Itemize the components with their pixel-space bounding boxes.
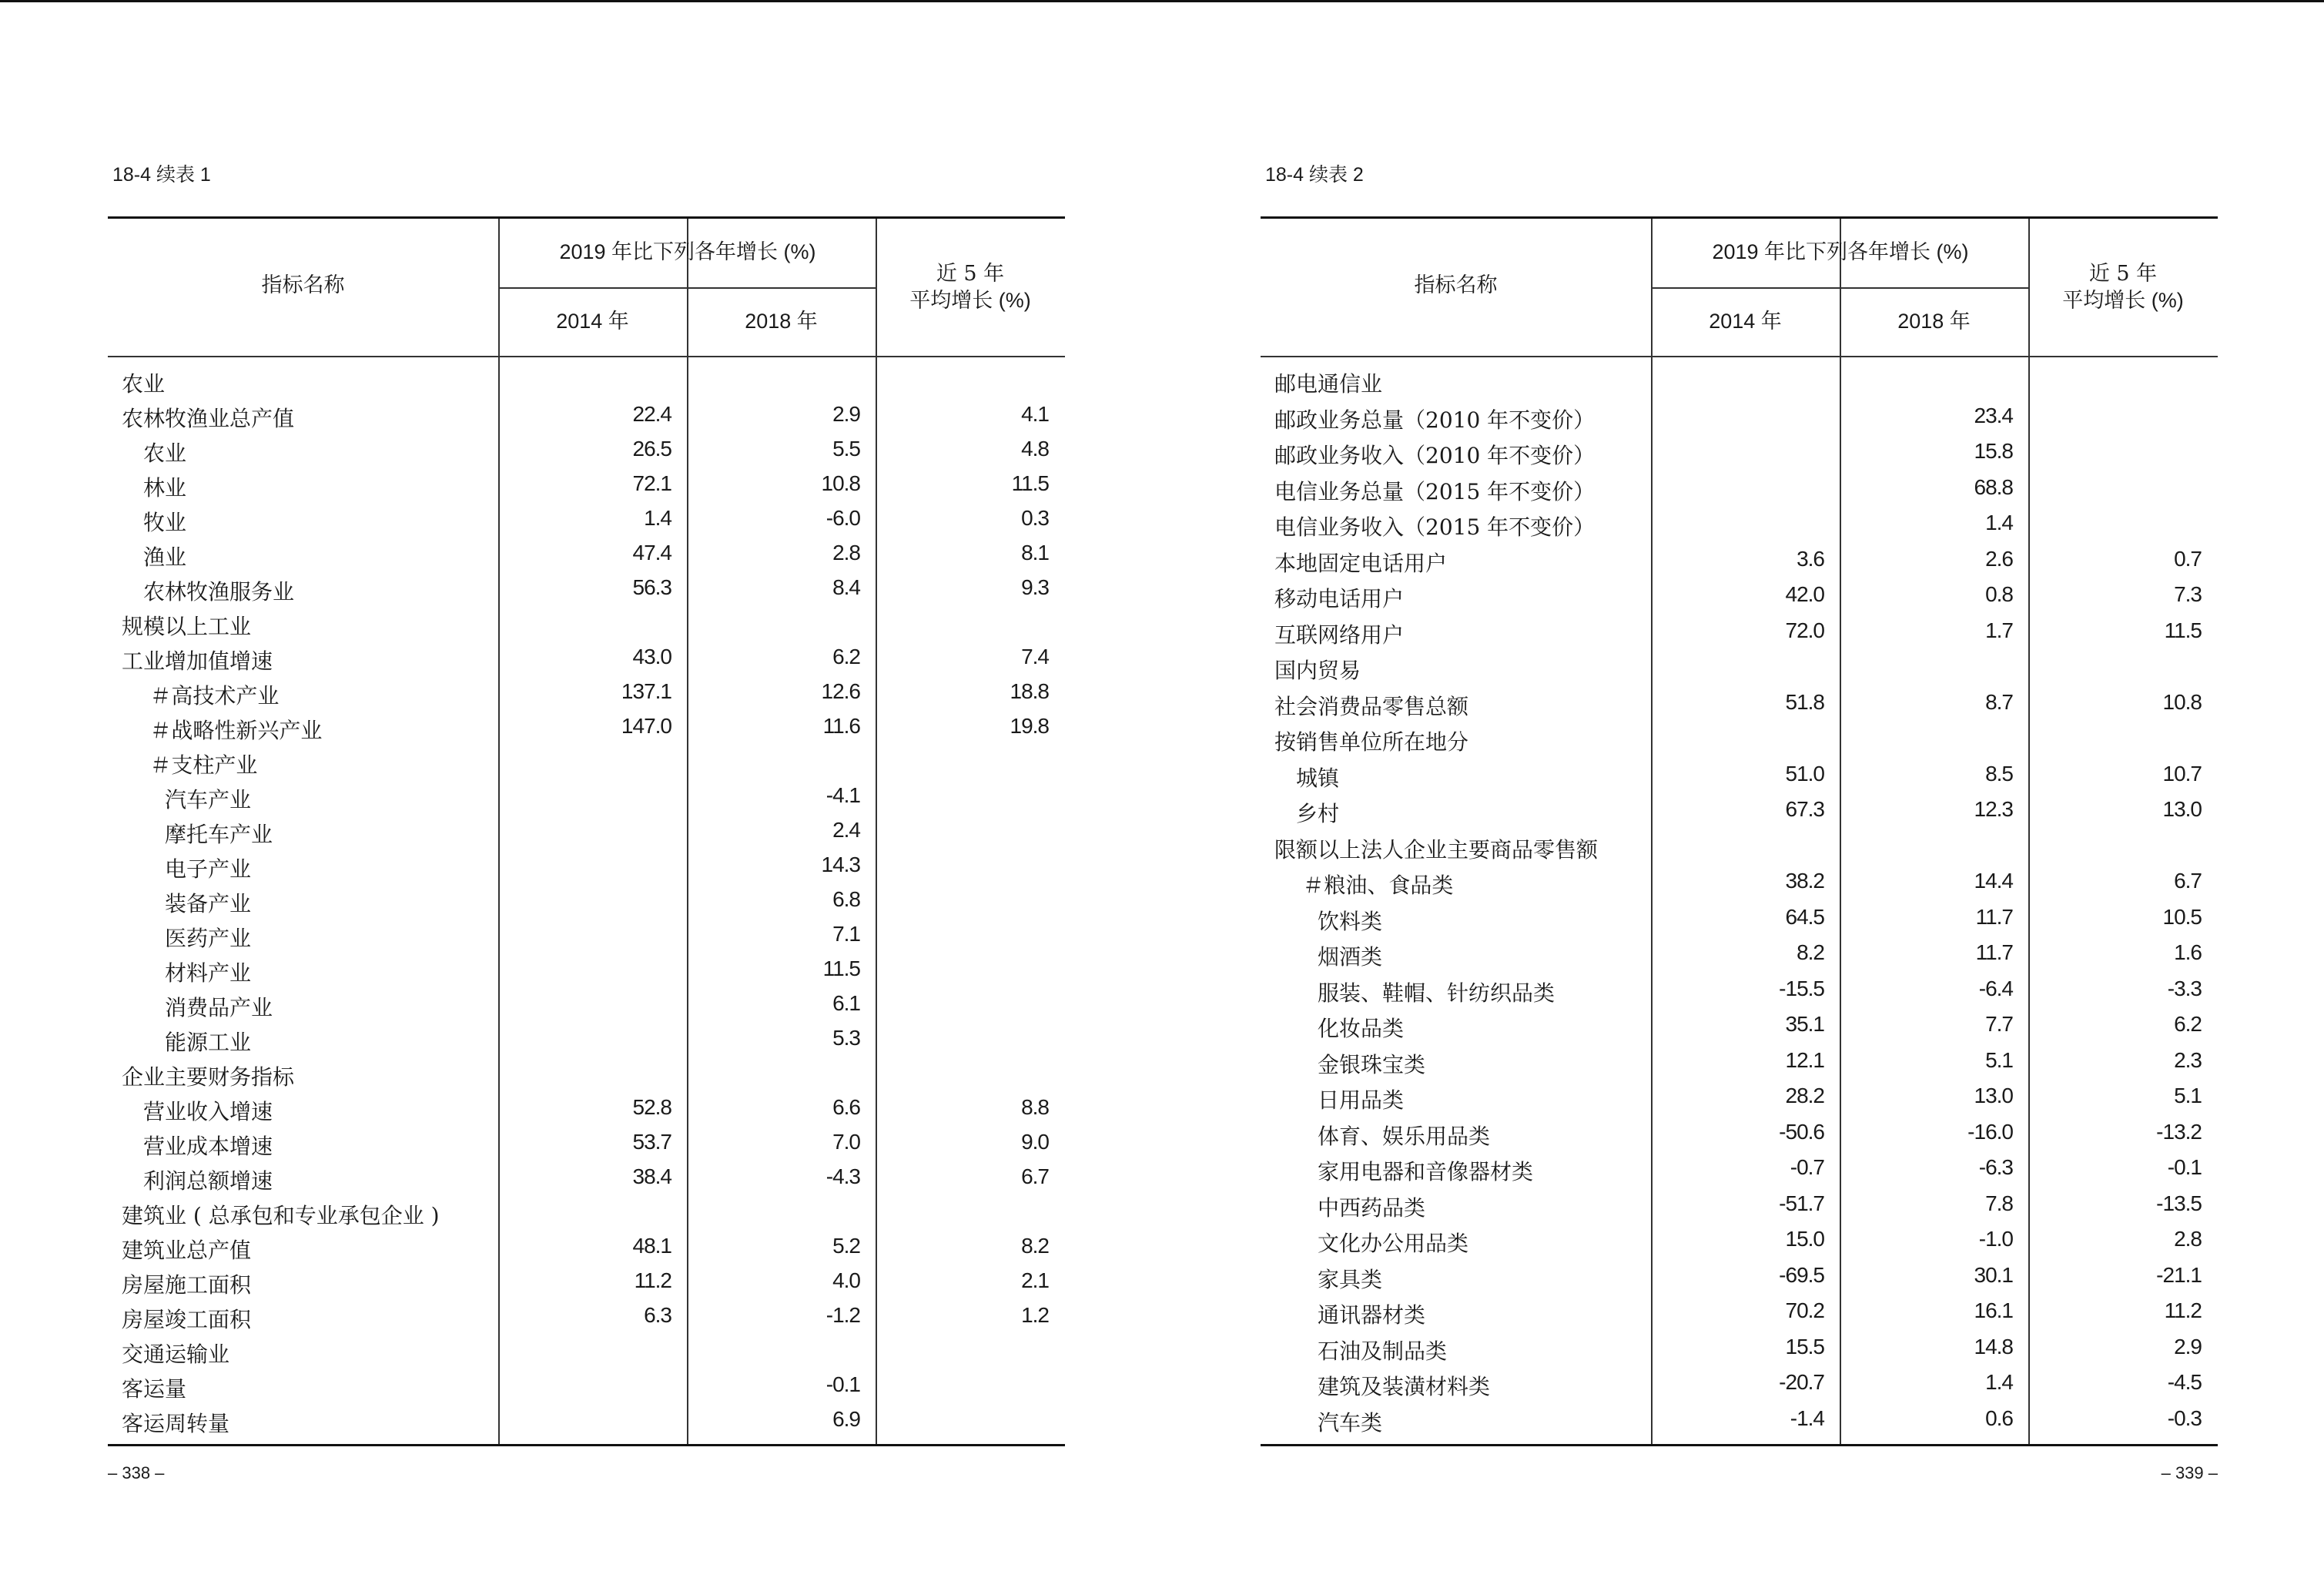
table-row: [108, 1160, 1065, 1194]
row-value-avg: 11.5: [2164, 618, 2202, 642]
row-indicator-name: 限额以上法人企业主要商品零售额: [1274, 836, 1599, 863]
row-value-2014: 72.1: [632, 471, 671, 495]
row-value-avg: 2.8: [2174, 1227, 2202, 1251]
row-value-2018: 12.6: [821, 679, 860, 703]
row-value-avg: 19.8: [1010, 714, 1049, 738]
row-value-avg: 13.0: [2162, 797, 2202, 821]
row-indicator-name: 企业主要财务指标: [122, 1064, 295, 1090]
row-indicator-name: 金银珠宝类: [1318, 1051, 1426, 1077]
row-value-avg: -21.1: [2156, 1262, 2202, 1287]
table-row: [1261, 1044, 2218, 1078]
row-indicator-name: 石油及制品类: [1318, 1338, 1448, 1364]
table-row: [1261, 1007, 2218, 1042]
row-value-avg: 4.1: [1021, 402, 1049, 426]
row-indicator-name: 农林牧渔业总产值: [122, 406, 295, 431]
row-indicator-name: 材料产业: [165, 960, 252, 986]
row-value-2018: 12.3: [1974, 797, 2013, 821]
row-value-avg: 9.0: [1021, 1130, 1049, 1154]
row-value-2014: 3.6: [1797, 546, 1824, 571]
row-value-avg: 5.1: [2174, 1084, 2202, 1107]
row-value-2018: 2.8: [832, 541, 860, 565]
row-indicator-name: 本地固定电话用户: [1274, 550, 1448, 576]
row-value-2014: -50.6: [1779, 1119, 1824, 1144]
table-row: [108, 1125, 1065, 1160]
row-indicator-name: 乡村: [1296, 801, 1340, 826]
table-row: [1261, 1365, 2218, 1400]
row-value-2018: 14.8: [1974, 1334, 2013, 1359]
row-indicator-name: 家用电器和音像器材类: [1318, 1159, 1534, 1184]
row-indicator-name: 装备产业: [165, 891, 252, 916]
row-value-2018: -6.3: [1978, 1155, 2013, 1179]
table-row: [1261, 972, 2218, 1007]
row-indicator-name: 营业成本增速: [143, 1134, 273, 1159]
table-row: [1261, 864, 2218, 899]
row-indicator-name: 汽车类: [1318, 1409, 1383, 1436]
row-value-avg: 6.7: [1021, 1164, 1049, 1188]
row-value-avg: 0.3: [1021, 506, 1049, 530]
table-row: [1261, 1330, 2218, 1365]
table-row: [108, 467, 1065, 501]
row-value-2018: 4.0: [832, 1268, 860, 1292]
row-value-avg: 4.8: [1021, 437, 1049, 461]
row-indicator-name: 文化办公用品类: [1318, 1231, 1469, 1256]
row-value-2018: 6.9: [832, 1407, 860, 1431]
row-value-2014: 38.4: [632, 1164, 671, 1188]
header-indicator-name: 指标名称: [261, 273, 345, 297]
row-indicator-name: 邮电通信业: [1274, 371, 1383, 397]
header-avg-line1: 近 5 年: [936, 262, 1005, 286]
page-number: – 338 –: [108, 1463, 165, 1482]
row-value-2018: 8.5: [1985, 761, 2013, 786]
row-indicator-name: 移动电话用户: [1274, 586, 1405, 611]
table-row: [108, 1056, 1065, 1090]
row-value-2014: 12.1: [1785, 1047, 1824, 1072]
row-value-2018: 2.6: [1985, 546, 2013, 571]
row-value-2018: 11.6: [822, 714, 860, 738]
row-value-2018: 1.4: [1985, 1370, 2013, 1394]
table-row: [108, 917, 1065, 952]
row-indicator-name: 电子产业: [165, 856, 252, 882]
page-number: – 339 –: [2161, 1463, 2218, 1482]
table-row: [1261, 363, 2218, 397]
table-row: [108, 536, 1065, 571]
row-value-2018: 14.4: [1974, 869, 2013, 893]
table-row: [108, 1368, 1065, 1402]
row-value-2018: 10.8: [821, 471, 860, 495]
row-value-2014: 47.4: [632, 541, 671, 565]
table-row: [108, 1402, 1065, 1437]
row-value-2014: 28.2: [1785, 1084, 1824, 1107]
row-value-2018: -1.2: [825, 1303, 860, 1327]
row-value-2018: 1.7: [1985, 618, 2013, 642]
row-value-2014: 35.1: [1785, 1012, 1824, 1036]
table-row: [108, 363, 1065, 397]
table-row: [1261, 900, 2218, 935]
row-indicator-name: 牧业: [143, 510, 187, 535]
row-value-avg: -3.3: [2167, 976, 2202, 1000]
header-group-rule: [1651, 287, 2030, 289]
table-row: [1261, 506, 2218, 541]
row-indicator-name: 交通运输业: [122, 1342, 230, 1367]
row-value-2018: 5.1: [1985, 1047, 2013, 1072]
row-value-2018: 7.7: [1985, 1012, 2013, 1036]
table-row: [1261, 757, 2218, 792]
row-value-avg: -0.3: [2167, 1405, 2202, 1430]
row-value-2014: 147.0: [621, 714, 671, 738]
row-value-2018: -0.1: [825, 1372, 860, 1396]
row-indicator-name: 烟酒类: [1318, 944, 1383, 970]
table-row: [1261, 685, 2218, 720]
row-indicator-name: 工业增加值增速: [122, 648, 273, 674]
table-row: [108, 1090, 1065, 1125]
row-value-avg: -13.5: [2156, 1191, 2202, 1215]
row-indicator-name: 农业: [143, 441, 187, 466]
row-indicator-name: 服装、鞋帽、针纺织品类: [1318, 980, 1555, 1006]
table-row: [1261, 578, 2218, 612]
row-value-2018: 11.7: [1975, 904, 2013, 929]
row-indicator-name: 客运量: [122, 1376, 187, 1402]
row-value-2018: 5.2: [832, 1234, 860, 1258]
row-indicator-name: ＃高技术产业: [149, 683, 280, 709]
table-row: [108, 1298, 1065, 1333]
row-value-2014: -69.5: [1779, 1262, 1824, 1287]
row-indicator-name: 邮政业务收入（2010 年不变价）: [1274, 443, 1596, 468]
row-value-avg: -13.2: [2156, 1119, 2202, 1144]
row-indicator-name: 房屋施工面积: [122, 1272, 252, 1298]
row-value-2014: 51.0: [1785, 761, 1824, 786]
row-indicator-name: 建筑业总产值: [122, 1238, 252, 1263]
row-value-2014: -20.7: [1779, 1370, 1824, 1394]
row-value-avg: 0.7: [2174, 546, 2202, 571]
table-caption: 18-4 续表 1: [112, 164, 211, 186]
row-value-2018: -1.0: [1978, 1227, 2013, 1251]
row-value-avg: 6.2: [2174, 1012, 2202, 1036]
row-value-avg: 1.6: [2174, 940, 2202, 964]
row-value-2018: 2.4: [832, 818, 860, 842]
row-indicator-name: 农业: [122, 371, 166, 397]
row-indicator-name: 城镇: [1296, 765, 1340, 791]
row-value-2014: 64.5: [1785, 904, 1824, 929]
row-indicator-name: 中西药品类: [1318, 1194, 1426, 1221]
row-value-2014: 51.8: [1785, 689, 1824, 714]
row-indicator-name: 房屋竣工面积: [122, 1307, 252, 1332]
header-avg-line1: 近 5 年: [2088, 262, 2158, 286]
row-value-2018: 5.3: [832, 1026, 860, 1050]
row-value-avg: 1.2: [1021, 1303, 1049, 1327]
row-value-2014: -51.7: [1779, 1191, 1824, 1215]
row-value-avg: 2.1: [1021, 1268, 1049, 1292]
row-value-2014: 6.3: [644, 1303, 671, 1327]
table-row: [108, 744, 1065, 779]
row-value-2018: 7.0: [832, 1130, 860, 1154]
row-value-2014: 52.8: [632, 1095, 671, 1119]
table-row: [1261, 936, 2218, 970]
table-row: [108, 1264, 1065, 1298]
table-row: [108, 432, 1065, 467]
row-value-2018: 11.5: [822, 956, 860, 980]
row-value-avg: -4.5: [2167, 1370, 2202, 1394]
table-row: [1261, 721, 2218, 755]
row-indicator-name: 建筑及装潢材料类: [1318, 1374, 1491, 1399]
row-value-avg: 2.9: [2174, 1334, 2202, 1359]
row-value-2014: 15.0: [1785, 1227, 1824, 1251]
table-row: [108, 501, 1065, 536]
row-indicator-name: 医药产业: [165, 926, 252, 951]
row-value-2018: 6.1: [832, 991, 860, 1015]
table-row: [1261, 1258, 2218, 1293]
row-value-2018: 15.8: [1974, 439, 2013, 463]
table-row: [108, 397, 1065, 432]
row-indicator-name: ＃支柱产业: [149, 752, 258, 778]
row-value-2014: 38.2: [1785, 869, 1824, 893]
row-value-2014: 8.2: [1797, 940, 1824, 964]
row-value-2018: -6.0: [825, 506, 860, 530]
row-indicator-name: ＃战略性新兴产业: [149, 718, 323, 743]
row-value-avg: 2.3: [2174, 1047, 2202, 1072]
table-row: [108, 640, 1065, 675]
row-indicator-name: 体育、娱乐用品类: [1318, 1123, 1491, 1149]
row-value-avg: 18.8: [1010, 679, 1049, 703]
table-row: [108, 883, 1065, 917]
table-row: [108, 848, 1065, 883]
row-indicator-name: 日用品类: [1318, 1087, 1405, 1113]
row-value-avg: 7.4: [1021, 645, 1049, 668]
right-page: [1261, 0, 2218, 1588]
row-indicator-name: 汽车产业: [165, 787, 252, 812]
table-row: [1261, 792, 2218, 827]
row-value-2018: -4.3: [825, 1164, 860, 1188]
table-row: [1261, 471, 2218, 505]
table-row: [1261, 399, 2218, 434]
table-row: [1261, 829, 2218, 863]
row-value-avg: 10.5: [2162, 904, 2202, 929]
row-value-2014: 48.1: [632, 1234, 671, 1258]
row-value-2018: 6.6: [832, 1095, 860, 1119]
row-value-2014: 72.0: [1785, 618, 1824, 642]
header-bottom-rule: [108, 356, 1065, 357]
row-value-avg: 10.7: [2162, 761, 2202, 786]
row-value-2018: 0.6: [1985, 1405, 2013, 1430]
row-value-2018: 1.4: [1985, 511, 2013, 534]
row-value-2014: 67.3: [1785, 797, 1824, 821]
table-row: [108, 675, 1065, 709]
row-value-2018: -16.0: [1967, 1119, 2013, 1144]
row-value-2014: -0.7: [1790, 1155, 1824, 1179]
table-row: [1261, 1222, 2218, 1257]
row-indicator-name: 饮料类: [1318, 908, 1383, 934]
row-value-avg: 6.7: [2174, 869, 2202, 893]
table-row: [1261, 1402, 2218, 1436]
table-row: [108, 1021, 1065, 1056]
table-row: [1261, 614, 2218, 648]
table-row: [108, 1194, 1065, 1229]
row-value-avg: 10.8: [2162, 689, 2202, 714]
header-group-rule: [498, 287, 877, 289]
row-value-2018: 6.8: [832, 887, 860, 911]
table-row: [108, 952, 1065, 987]
row-indicator-name: 消费品产业: [165, 995, 273, 1020]
row-value-2014: 53.7: [632, 1130, 671, 1154]
header-col-2014: 2014 年: [1709, 310, 1782, 333]
row-value-2018: 7.8: [1985, 1191, 2013, 1215]
table-row: [1261, 649, 2218, 684]
row-indicator-name: 邮政业务总量（2010 年不变价）: [1274, 407, 1596, 433]
row-value-2014: -1.4: [1790, 1405, 1824, 1430]
data-table: [1261, 216, 2218, 1446]
data-table: [108, 216, 1065, 1446]
table-row: [1261, 1294, 2218, 1328]
row-value-2014: 11.2: [634, 1268, 671, 1292]
row-value-avg: 8.1: [1021, 541, 1049, 565]
header-bottom-rule: [1261, 356, 2218, 357]
row-value-2014: 42.0: [1785, 582, 1824, 606]
table-row: [1261, 1079, 2218, 1114]
row-indicator-name: 林业: [143, 475, 187, 501]
row-value-2014: 15.5: [1785, 1334, 1824, 1359]
row-value-2018: 0.8: [1985, 582, 2013, 606]
row-value-2014: 70.2: [1785, 1298, 1824, 1322]
row-indicator-name: 客运周转量: [122, 1411, 230, 1436]
row-value-2018: 5.5: [832, 437, 860, 461]
table-row: [108, 605, 1065, 640]
row-indicator-name: 电信业务收入（2015 年不变价）: [1274, 514, 1596, 540]
row-indicator-name: ＃粮油、食品类: [1302, 873, 1454, 898]
table-row: [108, 813, 1065, 848]
row-indicator-name: 通讯器材类: [1318, 1302, 1426, 1328]
row-value-avg: 9.3: [1021, 575, 1049, 599]
row-value-2014: 26.5: [632, 437, 671, 461]
table-row: [1261, 1115, 2218, 1150]
row-value-2018: -4.1: [825, 783, 860, 807]
row-indicator-name: 渔业: [143, 544, 187, 570]
row-value-2018: 7.1: [832, 922, 860, 946]
header-col-2014: 2014 年: [556, 310, 629, 333]
row-indicator-name: 建筑业 ( 总承包和专业承包企业 ): [122, 1203, 440, 1228]
row-value-2014: 1.4: [644, 506, 671, 530]
row-indicator-name: 互联网络用户: [1274, 621, 1405, 648]
row-indicator-name: 电信业务总量（2015 年不变价）: [1274, 478, 1596, 504]
row-value-2014: 56.3: [632, 575, 671, 599]
table-row: [108, 1229, 1065, 1264]
row-value-avg: 8.8: [1021, 1095, 1049, 1119]
header-growth-group: 2019 年比下列各年增长 (%): [559, 240, 816, 263]
row-indicator-name: 化妆品类: [1318, 1016, 1405, 1041]
row-value-avg: 11.2: [2164, 1298, 2202, 1322]
row-value-2018: 30.1: [1974, 1262, 2013, 1287]
header-avg-line2: 平均增长 (%): [2062, 289, 2184, 312]
row-value-2014: -15.5: [1779, 976, 1824, 1000]
row-value-2018: 11.7: [1975, 940, 2013, 964]
row-value-2014: 137.1: [621, 679, 671, 703]
table-row: [1261, 542, 2218, 577]
table-row: [108, 987, 1065, 1021]
table-row: [108, 709, 1065, 744]
table-row: [108, 779, 1065, 813]
row-indicator-name: 利润总额增速: [143, 1168, 273, 1194]
header-col-2018: 2018 年: [1897, 310, 1971, 333]
row-indicator-name: 社会消费品零售总额: [1274, 693, 1469, 719]
header-growth-group: 2019 年比下列各年增长 (%): [1712, 240, 1969, 263]
row-value-2018: 8.4: [832, 575, 860, 599]
row-value-2018: 16.1: [1974, 1298, 2013, 1322]
row-value-2018: 8.7: [1985, 689, 2013, 714]
row-value-2018: 23.4: [1974, 403, 2013, 427]
table-row: [1261, 434, 2218, 469]
table-row: [1261, 1151, 2218, 1185]
row-value-2018: 13.0: [1974, 1084, 2013, 1107]
left-page: [108, 0, 1065, 1588]
row-value-2018: 2.9: [832, 402, 860, 426]
row-indicator-name: 营业收入增速: [143, 1099, 273, 1124]
table-caption: 18-4 续表 2: [1265, 164, 1364, 186]
table-row: [108, 1333, 1065, 1368]
row-value-2018: 14.3: [821, 853, 860, 876]
row-value-avg: 11.5: [1011, 471, 1049, 495]
row-indicator-name: 能源工业: [165, 1030, 252, 1055]
row-indicator-name: 规模以上工业: [122, 614, 252, 639]
table-row: [108, 571, 1065, 605]
row-indicator-name: 摩托车产业: [165, 822, 273, 847]
row-value-2014: 43.0: [632, 645, 671, 668]
row-value-avg: 7.3: [2174, 582, 2202, 606]
row-value-2014: 22.4: [632, 402, 671, 426]
row-value-avg: -0.1: [2167, 1155, 2202, 1179]
row-indicator-name: 家具类: [1318, 1266, 1383, 1292]
header-indicator-name: 指标名称: [1414, 273, 1498, 297]
row-value-avg: 8.2: [1021, 1234, 1049, 1258]
table-row: [1261, 1187, 2218, 1221]
row-value-2018: 6.2: [832, 645, 860, 668]
header-col-2018: 2018 年: [745, 310, 818, 333]
row-indicator-name: 农林牧渔服务业: [143, 579, 295, 605]
row-indicator-name: 按销售单位所在地分: [1274, 729, 1469, 755]
row-value-2018: -6.4: [1978, 976, 2013, 1000]
header-avg-line2: 平均增长 (%): [909, 289, 1031, 312]
row-indicator-name: 国内贸易: [1274, 658, 1361, 683]
row-value-2018: 68.8: [1974, 474, 2013, 499]
